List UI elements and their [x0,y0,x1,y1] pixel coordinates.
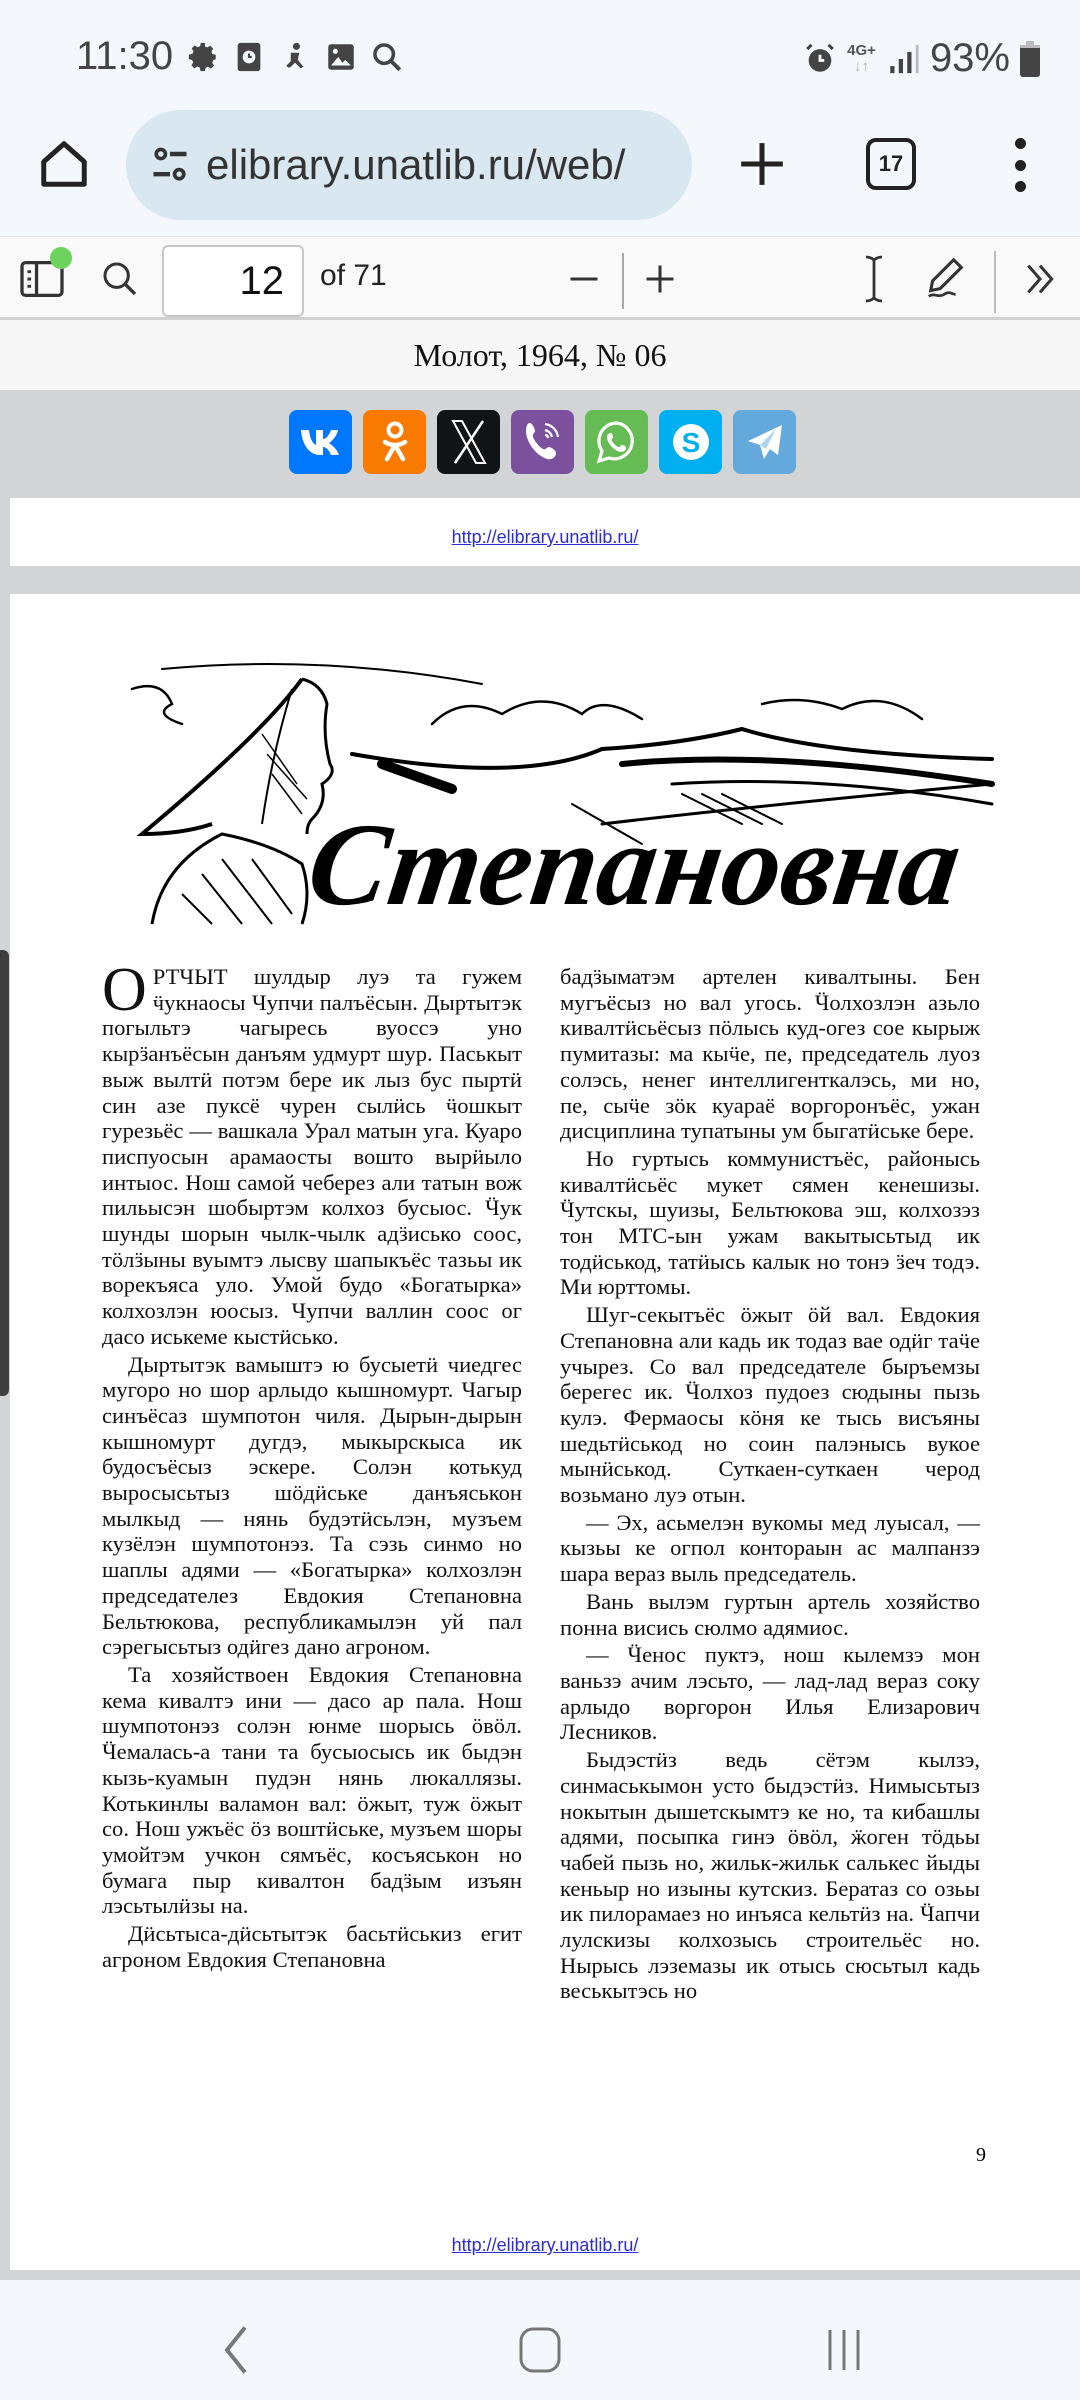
more-tools-button[interactable] [1016,255,1064,303]
woman-portrait [142,679,332,924]
home-button[interactable] [510,2320,570,2380]
status-time: 11:30 [76,34,174,78]
settings-icon [186,40,220,74]
share-ok-button[interactable] [363,410,426,474]
paragraph: Вань вылэм гуртын артель хозяйство понна висись сюлмо адямиос. [560,1588,980,1640]
battery-icon [1020,41,1040,77]
text-cursor-icon [859,255,889,303]
site-settings-icon[interactable] [148,143,192,187]
share-telegram-button[interactable] [733,410,796,474]
printed-page-number: 9 [976,2144,986,2166]
paragraph: Быдэстӥз ведь сётэм кылзэ, синмаськымон усто быдэстӥз. Нимысьтыз нокытын дышетскымтэ ке но, та кибашлы адями, посыпка гинэ ӧвӧл, ӝоген тӧдьы чабей пызь но, жильк-жильк салькес йыды кеньыр но изыны кутскиз. Бератаз со озьы ик пилорамаез но инъяса кельтӥз на. Ӵапчи лулскизы колхозысь строительёс но. Нырысь лэземазы ик отысь сюсьтыл кадь веськытэсь но [560,1747,980,2004]
article-heading: Степановна [300,798,969,930]
system-navigation-bar [0,2280,1080,2400]
article-heading-illustration [122,634,1002,934]
browser-menu-button[interactable] [1000,130,1040,200]
viber-icon [521,419,565,465]
pdf-viewer[interactable] [0,390,1080,2280]
pdf-page [10,594,1080,2270]
telegram-icon [744,421,786,463]
document-title: Молот, 1964, № 06 [413,337,667,373]
library-link-strip-bottom [10,2206,1080,2280]
home-circle-icon [517,2325,563,2375]
address-bar[interactable] [126,110,692,220]
search-icon [100,259,140,299]
library-link[interactable]: http://elibrary.unatlib.ru/ [451,527,639,547]
share-skype-button[interactable] [659,410,722,474]
paragraph: — Эх, асьмелэн вукомы мед луысал, — кызьы ке огпол контораын ас малпанзэ шара вераз выль председатель. [560,1509,980,1587]
whatsapp-icon [593,418,641,466]
zoom-out-button[interactable] [560,255,608,303]
library-link-strip-top [10,498,1080,566]
home-button[interactable] [30,130,98,198]
share-whatsapp-button[interactable] [585,410,648,474]
document-title-bar [0,320,1080,390]
notification-dot [50,247,72,269]
page-total: of 71 [320,259,387,292]
new-tab-button[interactable] [730,132,794,196]
tab-switcher-button[interactable] [866,138,916,190]
text-select-button[interactable] [850,253,898,305]
svg-text:S: S [681,427,700,458]
paragraph: Но гуртысь коммунистъёс, районысь кивалтӥсьёс мукет сямен кенешизы. Ӵутскы, шуизы, Бельтюкова эш, колхозэз тон МТС-ын ужам вакытысьтыд ик тодӥськод, татӥысь калык но тонэ ӟеч тодэ. Ми юрттомы. [560,1145,980,1300]
browser-toolbar [0,100,1080,230]
recents-icon [822,2326,866,2374]
skype-icon [667,418,715,466]
library-link[interactable]: http://elibrary.unatlib.ru/ [451,2235,639,2255]
divider [622,253,624,309]
divider [994,251,996,313]
minus-icon [566,261,602,297]
signal-icon [886,42,920,76]
vk-icon [299,427,343,457]
back-chevron-icon [218,2323,254,2377]
chevron-double-right-icon [1020,259,1060,299]
find-button[interactable] [96,255,144,303]
zoom-in-button[interactable] [636,255,684,303]
network-4g-plus-icon: 4G+ ↓↑ [847,41,876,75]
pen-icon [923,256,969,302]
scroll-handle[interactable] [0,950,9,1396]
paragraph: Та хозяйствоен Евдокия Степановна кема кивалтэ ини — дасо ар пала. Нош шумпотонэз солэн юнме шорысь ӧвӧл. Ӵемалась-а тани та бусыосысь ик быдэн кызь-куамын пудэн нянь люкаллязы. Котькинлы валамон вал: ӧжыт, туж ӧжыт со. Нош ужъёс ӧз воштӥське, музъем шоры умойтэм учкон сямъёс, косъяськон но бумага пыр кивалтон бадӟым изъян лэсьтылӥзы на. [102,1661,522,1919]
share-vk-button[interactable] [289,410,352,474]
clock-app-icon [232,40,266,74]
share-buttons [289,410,796,474]
url-text[interactable]: elibrary.unatlib.ru/web/ [206,141,626,188]
paragraph: Дыртытэк вамыштэ ю бусыетӥ чиедгес мугоро но шор арлыдо кышномурт. Чагыр синъёсаз шумпотон чиля. Дырын-дырын кышномурт дугдэ, мыкырскыса ик будосъёсыз эскере. Солэн котькуд выросысьтыз шӧдӥське данъяськон мылкыд — нянь будэтӥсьлэн, музъем кузёлэн шумпотонэз. Та сэзь синмо но шаплы адями — «Богатырка» колхозлэн председателез Евдокия Степановна Бельтюкова, республикамылэн уй пал сэрегысьтыз одӥгез дано агроном. [102,1351,522,1660]
plus-icon [642,261,678,297]
home-icon [37,137,91,191]
notification-icons [186,40,404,74]
article-column-left [102,956,522,1974]
paragraph: Шуг-секытъёс ӧжыт ӧй вал. Евдокия Степановна али кадь ик тодаз вае одӥг таӵе учырез. Со вал председателе быръемзы берегес ик. Ӵолхоз пудоез сюдыны пызь кулэ. Фермаосы кӧня ке тысь висъяны шедьтӥськод но соин палэнысь вукое мынӥськод. Суткаен-суткаен черод возьмано луэ отын. [560,1302,980,1508]
more-vert-icon [1015,138,1026,149]
share-x-button[interactable] [437,410,500,474]
gallery-icon [324,40,358,74]
search-icon [370,40,404,74]
recents-button[interactable] [814,2320,874,2380]
drop-cap: О [102,956,147,1024]
alarm-icon [803,42,837,76]
paragraph: Дӥсьтыса-дӥсьтытэк басьтӥськиз егит агроном Евдокия Степановна [102,1921,522,1972]
share-viber-button[interactable] [511,410,574,474]
tab-count: 17 [878,151,904,176]
odnoklassniki-icon [380,420,410,464]
page-number-input[interactable]: 12 [162,245,304,317]
paragraph: ОРТЧЫТ шулдыр луэ та гужем ӵукнаосы Чупчи палъёсын. Дыртытэк погыльтэ чагыресь вуоссэ уно кырӟанъёсын данъям удмурт шур. Паськыт выж вылтӥ потэм бере ик лыз бус пыртӥ син азе пуксё чурен сылӥсь ӵошкыт гурезьёс — вашкала Урал матын уга. Куаро писпуосын арамаосты вошто вырӥыло интыос. Нош самой чеберез али татын вож пильысэн шобыртэм колхоз бусыос. Ӵук шунды шорын чылк-чылк адӟисько соос, тӧлӟыны вуымтэ лысву шапыкъёс тазьы ик ворекъяса уло. Умой будо «Богатырка» колхозлэн юосыз. Чупчи валлин соос ог дасо иськеме кыстӥсько. [102,956,522,1349]
back-button[interactable] [206,2320,266,2380]
paragraph: — Ӵенос пуктэ, нош кылемзэ мон ваньзэ ачим лэсьто, — лад-лад вераз соку арлыдо воргорон Илья Елизарович Лесников. [560,1642,980,1745]
draw-button[interactable] [920,253,972,305]
paragraph: бадӟыматэм артелен кивалтыны. Бен мугъёсыз но вал угось. Ӵолхозлэн азьло кивалтӥсьёсыз пӧлысь куд-огез сое кырыж пумитазы: ма кыӵе, пе, председатель луоз солэсь, ненег интеллигенткалэсь, ми но, пе, сыӵе зӧк куараё воргоронъёс, ужан дисциплина тупатыны ум быгатӥське бере. [560,964,980,1144]
x-icon [449,419,489,465]
pdf-toolbar [0,236,1080,320]
accessibility-icon [278,40,312,74]
plus-icon [737,139,787,189]
article-column-right [560,964,980,2006]
battery-percent: 93% [929,36,1010,80]
system-icons [803,36,1040,81]
